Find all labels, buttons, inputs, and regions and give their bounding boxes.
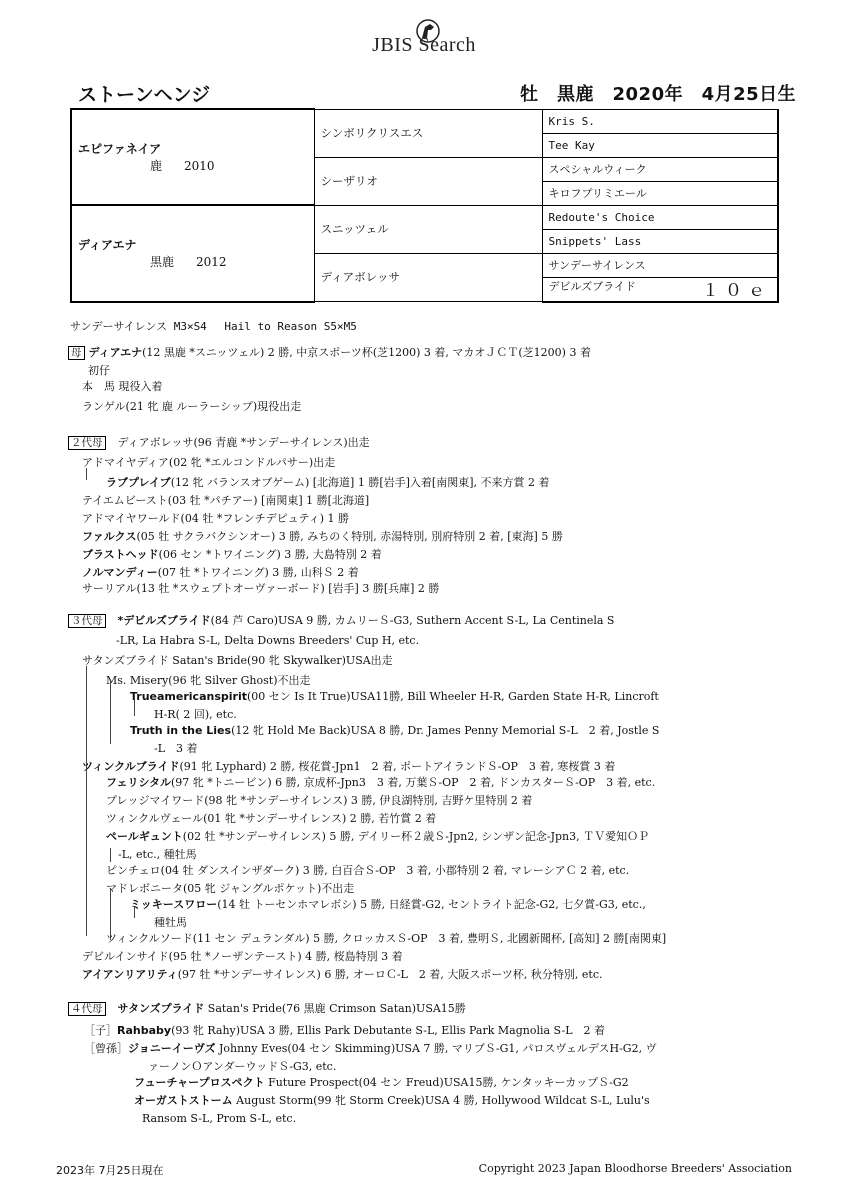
horse-record: (00 セン Is It True)USA11勝, Bill Wheeler H-R, Garden State H-R, Lincroft bbox=[246, 690, 659, 703]
horse-record: (97 牝 *トニービン) 6 勝, 京成杯-Jpn3 3 着, 万葉Ｓ-OP 2 着, ドンカスターＳ-OP 3 着, etc. bbox=[171, 776, 656, 789]
family-line bbox=[68, 346, 591, 360]
footer-date: 2023年 7月25日現在 bbox=[56, 1164, 164, 1177]
horse-name-bold: Trueamericanspirit bbox=[130, 690, 247, 703]
pedigree-table bbox=[70, 108, 779, 303]
generation-tag: 母 bbox=[68, 346, 85, 360]
horse-record: (06 セン *トワイニング) 3 勝, 大島特別 2 着 bbox=[158, 548, 382, 561]
relation-prefix: ［曾孫］ bbox=[84, 1042, 128, 1055]
family-line bbox=[130, 898, 646, 912]
family-line bbox=[82, 380, 163, 394]
family-line bbox=[142, 1112, 296, 1126]
dam-color: 黒鹿 bbox=[150, 255, 175, 270]
logo-text: JBIS Search bbox=[372, 34, 476, 56]
dam-name: ディアエナ bbox=[78, 238, 137, 253]
horse-record: アドマイヤディア(02 牝 *エルコンドルパサー)出走 bbox=[82, 456, 336, 469]
family-line bbox=[82, 494, 369, 508]
family-line bbox=[82, 582, 439, 596]
g2-cell: スニッツェル bbox=[314, 205, 542, 253]
horse-name-bold: ノルマンディー bbox=[82, 566, 158, 579]
g3-cell bbox=[542, 277, 778, 302]
family-line bbox=[106, 882, 354, 896]
horse-record: Ransom S-L, Prom S-L, etc. bbox=[142, 1112, 297, 1125]
family-line bbox=[106, 476, 550, 490]
family-line bbox=[82, 950, 403, 964]
family-line bbox=[116, 634, 419, 648]
generation-tag: ３代母 bbox=[68, 614, 106, 628]
tree-connector bbox=[86, 666, 87, 936]
horse-record: ピンチェロ(04 牡 ダンスインザダーク) 3 勝, 白百合Ｓ-OP 3 着, 小郡特別 2 着, マレーシアＣ 2 着, etc. bbox=[106, 864, 630, 877]
g3-cell: サンデーサイレンス bbox=[542, 253, 778, 277]
inbreeding-note: サンデーサイレンス M3×S4 Hail to Reason S5×M5 bbox=[70, 320, 357, 333]
horse-record: ランゲル(21 牝 鹿 ルーラーシップ)現役出走 bbox=[82, 400, 302, 413]
horse-record: -LR, La Habra S-L, Delta Downs Breeders' Cup H, etc. bbox=[116, 634, 420, 647]
horse-record: (05 牡 サクラバクシンオー) 3 勝, みちのく特別, 赤湯特別, 別府特別 2 着, [東海] 5 勝 bbox=[136, 530, 563, 543]
horse-record: -L, etc., 種牡馬 bbox=[118, 848, 197, 861]
family-line bbox=[84, 1024, 605, 1038]
sire-name: エピファネイア bbox=[78, 142, 162, 156]
horse-name-bold: ミッキースワロー bbox=[130, 898, 218, 911]
horse-record: (93 牝 Rahy)USA 3 勝, Ellis Park Debutante S-L, Ellis Park Magnolia S-L 2 着 bbox=[171, 1024, 606, 1037]
g3-name: デビルズブライド bbox=[548, 279, 636, 293]
family-line bbox=[130, 690, 659, 704]
family-line bbox=[154, 708, 237, 722]
tree-connector bbox=[134, 906, 135, 918]
horse-record: テイエムビースト(03 牡 *パチアー) [南関東] 1 勝[北海道] bbox=[82, 494, 370, 507]
horse-name-bold: Rahbaby bbox=[117, 1024, 172, 1037]
dam-year: 2012 bbox=[196, 255, 227, 270]
tree-connector bbox=[110, 848, 111, 862]
family-line bbox=[82, 456, 335, 470]
horse-record: デビルインサイド(95 牡 *ノーザンテースト) 4 勝, 桜島特別 3 着 bbox=[82, 950, 403, 963]
horse-name-bold: *デビルズブライド bbox=[117, 614, 211, 627]
horse-name-bold: サタンズプライド bbox=[117, 1002, 205, 1015]
horse-name-bold: ディアエナ bbox=[88, 346, 143, 359]
horse-record: (97 牡 *サンデーサイレンス) 6 勝, オーロＣ-L 2 着, 大阪スポーツ杯, 秋分特別, etc. bbox=[177, 968, 603, 981]
g3-cell: Kris S. bbox=[542, 109, 778, 133]
horse-name: ストーンヘンジ bbox=[78, 84, 211, 106]
horse-record: Johnny Eves(04 セン Skimming)USA 7 勝, マリブＳ-G1, パロスヴェルデスH-G2, ヴ bbox=[215, 1042, 657, 1055]
family-line bbox=[82, 760, 615, 774]
sire-color: 鹿 bbox=[150, 159, 163, 173]
family-line bbox=[82, 512, 349, 526]
family-line bbox=[106, 812, 436, 826]
g3-cell: Snippets' Lass bbox=[542, 229, 778, 253]
g3-cell: スペシャルウィーク bbox=[542, 157, 778, 181]
family-line bbox=[118, 848, 197, 862]
horse-record: 本 馬 現役入着 bbox=[82, 380, 163, 393]
generation-tag: ４代母 bbox=[68, 1002, 106, 1016]
family-line bbox=[82, 548, 382, 562]
horse-record: Ms. Misery(96 牝 Silver Ghost)不出走 bbox=[106, 674, 311, 687]
horse-record: H-R( 2 回), etc. bbox=[154, 708, 237, 721]
horse-name-bold: ブラストヘッド bbox=[82, 548, 159, 561]
family-line bbox=[106, 674, 311, 688]
horse-head-icon bbox=[415, 18, 441, 44]
horse-name-bold: Truth in the Lies bbox=[130, 724, 232, 737]
family-line bbox=[68, 614, 614, 628]
g2-cell: シンボリクリスエス bbox=[314, 109, 542, 157]
family-line bbox=[82, 654, 393, 668]
horse-record: Satan's Pride(76 黒鹿 Crimson Satan)USA15勝 bbox=[204, 1002, 466, 1015]
family-line bbox=[130, 724, 659, 738]
tree-connector bbox=[86, 468, 87, 480]
horse-info: 牡 黒鹿 2020年 4月25日生 bbox=[520, 84, 797, 105]
horse-record: (12 牝 Hold Me Back)USA 8 勝, Dr. James Penny Memorial S-L 2 着, Jostle S bbox=[231, 724, 660, 737]
footer-copyright: Copyright 2023 Japan Bloodhorse Breeders' Association bbox=[478, 1162, 792, 1175]
family-line bbox=[82, 530, 563, 544]
family-line bbox=[148, 1060, 336, 1074]
family-line bbox=[134, 1094, 650, 1108]
horse-name-bold: ペールギュント bbox=[106, 830, 183, 843]
family-line bbox=[106, 932, 666, 946]
horse-name-bold: フューチャープロスペクト bbox=[134, 1076, 265, 1089]
horse-name-bold: アイアンリアリティ bbox=[82, 968, 178, 981]
horse-record: (07 牡 *トワイニング) 3 勝, 山科Ｓ 2 着 bbox=[157, 566, 359, 579]
horse-name-bold: フェリシタル bbox=[106, 776, 172, 789]
horse-record: -L 3 着 bbox=[154, 742, 198, 755]
g3-cell: Tee Kay bbox=[542, 133, 778, 157]
horse-record: プレッジマイワード(98 牝 *サンデーサイレンス) 3 勝, 伊良湖特別, 吉野ケ里特別 2 着 bbox=[106, 794, 533, 807]
horse-record: サタンズブライド Satan's Bride(90 牝 Skywalker)USA出走 bbox=[82, 654, 393, 667]
horse-name-bold: ファルクス bbox=[82, 530, 137, 543]
family-line bbox=[82, 400, 301, 414]
family-line bbox=[82, 566, 359, 580]
horse-record: サーリアル(13 牡 *スウェプトオーヴァーボード) [岩手] 3 勝[兵庫] 2 勝 bbox=[82, 582, 440, 595]
sire-cell bbox=[71, 109, 314, 205]
horse-record: ァーノンＯアンダーウッドＳ-G3, etc. bbox=[148, 1060, 337, 1073]
family-line bbox=[154, 916, 187, 930]
horse-record: Future Prospect(04 セン Freud)USA15勝, ケンタッキーカップＳ-G2 bbox=[264, 1076, 629, 1089]
horse-name-bold: ツィンクルブライド bbox=[82, 760, 180, 773]
horse-record: (02 牡 *サンデーサイレンス) 5 勝, デイリー杯２歳Ｓ-Jpn2, シンザン記念-Jpn3, ＴＶ愛知ＯＰ bbox=[182, 830, 650, 843]
horse-record: (91 牝 Lyphard) 2 勝, 桜花賞-Jpn1 2 着, ポートアイランドＳ-OP 3 着, 寒桜賞 3 着 bbox=[179, 760, 616, 773]
tree-connector bbox=[110, 682, 111, 744]
g2-cell: シーザリオ bbox=[314, 157, 542, 205]
horse-name-bold: ラブプレイブ bbox=[106, 476, 171, 489]
family-code: １０ｅ bbox=[702, 280, 771, 301]
family-line bbox=[106, 776, 655, 790]
tree-connector bbox=[110, 888, 111, 940]
dam-cell bbox=[71, 205, 314, 302]
family-line bbox=[106, 794, 532, 808]
family-line bbox=[106, 864, 629, 878]
horse-record: ディアボレッサ(96 青鹿 *サンデーサイレンス)出走 bbox=[117, 436, 370, 449]
family-line bbox=[154, 742, 198, 756]
horse-record: (12 牝 バランスオブゲーム) [北海道] 1 勝[岩手]入着[南関東], 不来方賞 2 着 bbox=[170, 476, 550, 489]
horse-record: ツィンクルヴェール(01 牝 *サンデーサイレンス) 2 勝, 若竹賞 2 着 bbox=[106, 812, 437, 825]
family-line bbox=[68, 1002, 466, 1016]
relation-prefix: ［子］ bbox=[84, 1024, 117, 1037]
horse-record: August Storm(99 牝 Storm Creek)USA 4 勝, Hollywood Wildcat S-L, Lulu's bbox=[232, 1094, 650, 1107]
sire-year: 2010 bbox=[184, 159, 215, 173]
horse-record: (14 牡 トーセンホマレボシ) 5 勝, 日経賞-G2, セントライト記念-G2, 七夕賞-G3, etc., bbox=[217, 898, 646, 911]
g2-cell: ディアボレッサ bbox=[314, 253, 542, 302]
g3-cell: Redoute's Choice bbox=[542, 205, 778, 229]
horse-name-bold: オーガストストーム bbox=[134, 1094, 233, 1107]
horse-record: 初仔 bbox=[88, 364, 110, 377]
horse-record: マドレボニータ(05 牝 ジャングルポケット)不出走 bbox=[106, 882, 355, 895]
family-line bbox=[134, 1076, 629, 1090]
horse-record: (84 芦 Caro)USA 9 勝, カムリーＳ-G3, Suthern Accent S-L, La Centinela S bbox=[210, 614, 615, 627]
tree-connector bbox=[134, 700, 135, 716]
g3-cell: キロフプリミエール bbox=[542, 181, 778, 205]
horse-record: アドマイヤワールド(04 牡 *フレンチデピュティ) 1 勝 bbox=[82, 512, 350, 525]
generation-tag: ２代母 bbox=[68, 436, 106, 450]
family-line bbox=[84, 1042, 657, 1056]
horse-record: ツィンクルソード(11 セン デュランダル) 5 勝, クロッカスＳ-OP 3 着, 豊明Ｓ, 北國新聞杯, [高知] 2 勝[南関東] bbox=[106, 932, 667, 945]
jbis-search-logo bbox=[0, 14, 848, 58]
horse-record: 種牡馬 bbox=[154, 916, 187, 929]
family-line bbox=[106, 830, 649, 844]
family-line bbox=[82, 968, 602, 982]
family-line bbox=[88, 364, 110, 378]
horse-name-bold: ジョニーイーヴズ bbox=[128, 1042, 216, 1055]
family-line bbox=[68, 436, 370, 450]
horse-record: (12 黒鹿 *スニッツェル) 2 勝, 中京スポーツ杯(芝1200) 3 着, マカオＪＣＴ(芝1200) 3 着 bbox=[142, 346, 591, 359]
